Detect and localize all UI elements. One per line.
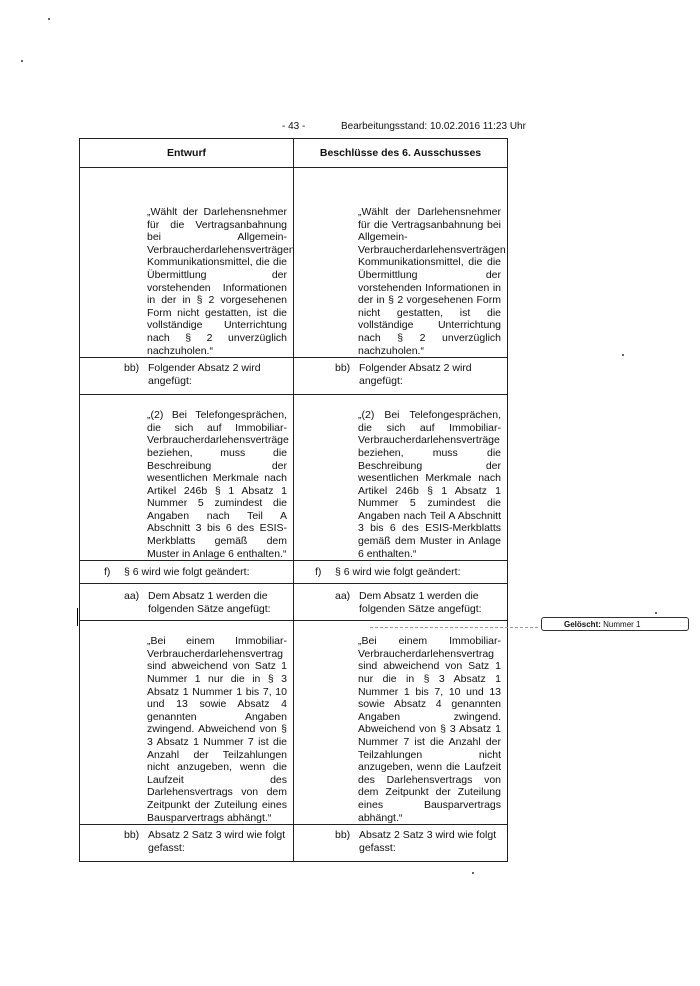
- table-row: [80, 584, 508, 621]
- item-text: Dem Absatz 1 werden die folgenden Sätze angefügt:: [148, 590, 271, 615]
- quote-text: „Wählt der Darlehensnehmer für die Vertragsanbahnung bei Allgemein-Verbraucherdarlehensverträgen Kommunikationsmittel, die die Übermittlung der vorstehenden Informationen in der in § 2 vorgesehenen Form nicht gestatten, ist die vollständige Unterrichtung nach § 2 unverzüglich nachzuholen.“: [147, 206, 295, 357]
- item-label: f): [315, 566, 322, 579]
- table-row: [80, 621, 508, 825]
- item-text: § 6 wird wie folgt geändert:: [124, 566, 250, 579]
- item-text: Absatz 2 Satz 3 wird wie folgt gefasst:: [359, 829, 497, 854]
- item-label: f): [104, 566, 111, 579]
- quote-text: „Wählt der Darlehensnehmer für die Vertragsanbahnung bei Allgemein-Verbraucherdarlehensverträgen Kommunikationsmittel, die die Übermittlung der vorstehenden Informationen in der in § 2 vorgesehenen Form nicht gestatten, ist die vollständige Unterrichtung nach § 2 unverzüglich nachzuholen.“: [358, 206, 506, 357]
- table-row: [80, 561, 508, 584]
- scan-speck: [48, 18, 50, 20]
- comment-connector: [370, 627, 538, 628]
- item-text: Absatz 2 Satz 3 wird wie folgt gefasst:: [148, 829, 286, 854]
- quote-text: „(2) Bei Telefongesprächen, die sich auf Immobiliar-Verbraucherdarlehensverträge beziehen, muss die Beschreibung der wesentlichen Merkmale nach Artikel 246b § 1 Absatz 1 Nummer 5 zumindest die Angaben nach Teil A Abschnitt 3 bis 6 des ESIS-Merkblatts gemäß dem Muster in Anlage 6 enthalten.“: [147, 409, 289, 560]
- item-text: Dem Absatz 1 werden die folgenden Sätze angefügt:: [359, 590, 482, 615]
- comparison-table: [79, 138, 508, 862]
- comment-label: Gelöscht:: [564, 620, 601, 629]
- scan-speck: [21, 60, 23, 62]
- quote-text: „Bei einem Immobiliar-Verbraucherdarlehensvertrag sind abweichend von Satz 1 Nummer 1 nur die in § 3 Absatz 1 Nummer 1 bis 7, 10 und 13 sowie Absatz 4 genannten Angaben zwingend. Abweichend von § 3 Absatz 1 Nummer 7 ist die Anzahl der Teilzahlungen nicht anzugeben, wenn die Laufzeit des Darlehensvertrags von dem Zeitpunkt der Zuteilung eines Bausparvertrags abhängt.“: [147, 635, 287, 824]
- item-label: bb): [124, 362, 140, 375]
- scan-speck: [472, 872, 474, 874]
- column-header-beschluesse: Beschlüsse des 6. Ausschusses: [294, 139, 508, 168]
- page-number: - 43 -: [282, 121, 306, 132]
- quote-text: „Bei einem Immobiliar-Verbraucherdarlehensvertrag sind abweichend von Satz 1 nur die in § 3 Absatz 1 Nummer 1 bis 7, 10 und 13 sowie Absatz 4 genannten Angaben zwingend. Abweichend von § 3 Absatz 1 Nummer 7 ist die Anzahl der Teilzahlungen nicht anzugeben, wenn die Laufzeit des Darlehensvertrags von dem Zeitpunkt der Zuteilung eines Bausparvertrags abhängt.“: [358, 635, 501, 824]
- item-label: aa): [124, 590, 140, 603]
- table-header-row: [80, 139, 508, 168]
- item-text: Folgender Absatz 2 wird angefügt:: [359, 362, 472, 387]
- item-label: bb): [124, 829, 140, 842]
- table-row: [80, 168, 508, 358]
- scan-speck: [622, 354, 624, 356]
- item-label: aa): [335, 590, 351, 603]
- item-text: Folgender Absatz 2 wird angefügt:: [148, 362, 261, 387]
- comment-balloon[interactable]: [541, 617, 689, 631]
- quote-text: „(2) Bei Telefongesprächen, die sich auf Immobiliar-Verbraucherdarlehensverträge beziehen, muss die Beschreibung der wesentlichen Merkmale nach Artikel 246b § 1 Absatz 1 Nummer 5 zumindest die Angaben nach Teil A Abschnitt 3 bis 6 des ESIS-Merkblatts gemäß dem Muster in Anlage 6 enthalten.“: [358, 409, 501, 560]
- column-header-entwurf: Entwurf: [80, 139, 294, 168]
- scan-speck: [655, 612, 657, 614]
- table-row: [80, 358, 508, 395]
- table-row: [80, 825, 508, 862]
- item-label: bb): [335, 362, 351, 375]
- change-bar: [77, 608, 78, 626]
- item-label: bb): [335, 829, 351, 842]
- item-text: § 6 wird wie folgt geändert:: [335, 566, 461, 579]
- comment-text: Nummer 1: [603, 620, 641, 629]
- bearbeitungsstand: Bearbeitungsstand: 10.02.2016 11:23 Uhr: [341, 121, 526, 132]
- table-row: [80, 395, 508, 561]
